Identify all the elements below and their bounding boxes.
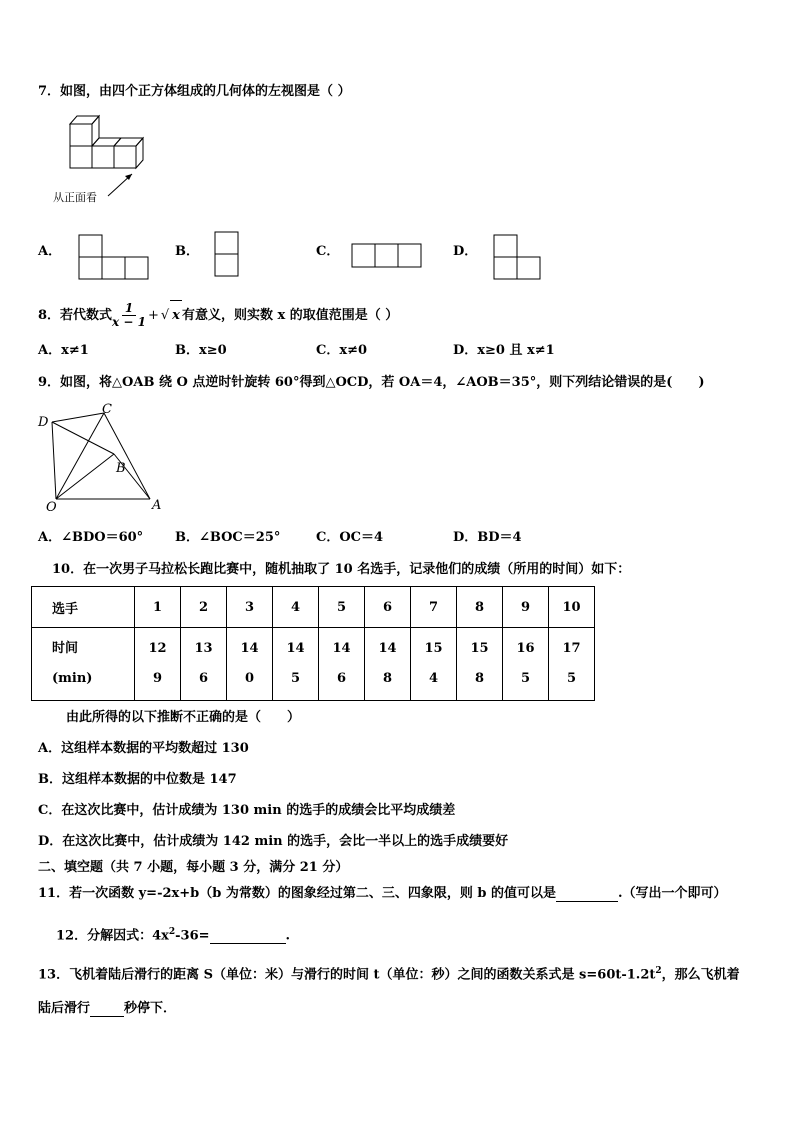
q10-prompt: 由此所得的以下推断不正确的是（ ） (66, 710, 301, 725)
q8-suffix: 有意义，则实数 x 的取值范围是（ ） (181, 308, 399, 323)
q11-answer-blank[interactable] (556, 887, 618, 902)
q8-fraction (112, 302, 146, 329)
q10-stem: 10．在一次男子马拉松长跑比赛中，随机抽取了 10 名选手，记录他们的成绩（所用的时间）如下： (52, 562, 631, 577)
q7-option-b-figure (214, 231, 240, 279)
time-cell: 13 6 (181, 628, 227, 701)
q13-line2-b: 秒停下． (124, 1001, 177, 1016)
time-cell: 16 5 (503, 628, 549, 701)
q7-option-d-figure (493, 234, 543, 282)
q8-prefix: 8．若代数式 (38, 308, 113, 323)
time-cell: 12 9 (135, 628, 181, 701)
q12-text (56, 924, 290, 944)
table-row-times (32, 628, 595, 701)
q9-label-d: D (38, 415, 49, 430)
q9-stem: 9．如图，将△OAB 绕 O 点逆时针旋转 60°得到△OCD，若 OA＝4，∠AOB＝35°，则下列结论错误的是( ) (38, 375, 705, 390)
q9-figure (36, 404, 166, 514)
q13-line2-a: 陆后滑行 (38, 1001, 91, 1016)
q11-text-b: .（写出一个即可） (618, 886, 727, 901)
player-cell: 1 (135, 587, 181, 628)
q10-option-d: D．在这次比赛中，估计成绩为 142 min 的选手，会比一半以上的选手成绩要好 (38, 834, 509, 849)
q12-exponent: 2 (168, 927, 176, 937)
time-cell: 15 4 (411, 628, 457, 701)
player-cell: 8 (457, 587, 503, 628)
player-cell: 2 (181, 587, 227, 628)
q9-option-b: B．∠BOC＝25° (175, 530, 281, 545)
player-cell: 9 (503, 587, 549, 628)
q13-line1 (38, 963, 740, 983)
time-cell: 14 6 (319, 628, 365, 701)
q8-stem (38, 300, 398, 331)
q10-option-c: C．在这次比赛中，估计成绩为 130 min 的选手的成绩会比平均成绩差 (38, 803, 456, 818)
q12-answer-blank[interactable] (210, 929, 286, 944)
q8-radical: √ (160, 308, 170, 323)
q8-plus: + (147, 308, 159, 323)
table-header-time (32, 628, 135, 701)
q7-option-b-label: B． (175, 244, 199, 259)
time-cell: 17 5 (549, 628, 595, 701)
table-row-players (32, 587, 595, 628)
q9-option-d: D．BD＝4 (453, 530, 522, 545)
q7-stem: 7．如图，由四个正方体组成的几何体的左视图是（ ） (38, 84, 351, 99)
q8-frac-denominator: x − 1 (112, 315, 146, 329)
q9-label-o: O (46, 500, 57, 515)
q13-line2 (38, 1001, 176, 1017)
q13-line1-a: 13．飞机着陆后滑行的距离 S（单位：米）与滑行的时间 t（单位：秒）之间的函数关系式是 s=60t-1.2t (38, 967, 656, 983)
q10-option-a: A．这组样本数据的平均数超过 130 (38, 741, 249, 756)
player-cell: 3 (227, 587, 273, 628)
q13-line1-b: ，那么飞机着 (661, 967, 740, 983)
q8-radicand: x (170, 300, 182, 331)
q11-text (38, 886, 727, 902)
q8-option-a: A．x≠1 (38, 343, 89, 358)
q7-option-a-label: A． (38, 244, 62, 259)
q11-text-a: 11．若一次函数 y=-2x+b（b 为常数）的图象经过第二、三、四象限，则 b 的值可以是 (38, 886, 556, 901)
table-header-player: 选手 (32, 587, 135, 628)
q9-label-c: C (102, 402, 112, 417)
time-header-top: 时间 (52, 641, 79, 656)
q8-option-d: D．x≥0 且 x≠1 (453, 343, 555, 358)
q8-frac-numerator: 1 (122, 302, 136, 316)
q12-text-c: . (285, 928, 291, 944)
q10-table (31, 586, 595, 701)
q7-option-c-figure (351, 243, 423, 269)
time-header-unit: (min) (52, 671, 93, 686)
q9-label-a: A (152, 498, 162, 513)
q10-option-b: B．这组样本数据的中位数是 147 (38, 772, 237, 787)
player-cell: 4 (273, 587, 319, 628)
q13-exponent: 2 (655, 966, 662, 976)
player-cell: 10 (549, 587, 595, 628)
player-cell: 6 (365, 587, 411, 628)
q7-option-d-label: D． (453, 244, 478, 259)
section-title-fill-blank: 二、填空题（共 7 小题，每小题 3 分，满分 21 分） (38, 860, 349, 875)
q7-option-a-figure (78, 234, 150, 282)
q8-option-b: B．x≥0 (175, 343, 227, 358)
player-cell: 5 (319, 587, 365, 628)
q9-option-c: C．OC＝4 (316, 530, 384, 545)
time-cell: 14 8 (365, 628, 411, 701)
q9-option-a: A．∠BDO＝60° (38, 530, 144, 545)
q7-view-label: 从正面看 (53, 191, 97, 204)
q8-option-c: C．x≠0 (316, 343, 368, 358)
q12-text-a: 12．分解因式：4x (56, 928, 169, 944)
time-cell: 15 8 (457, 628, 503, 701)
time-cell: 14 5 (273, 628, 319, 701)
player-cell: 7 (411, 587, 457, 628)
q9-label-b: B (116, 461, 126, 476)
q12-text-b: -36= (175, 928, 210, 944)
q13-answer-blank[interactable] (90, 1002, 124, 1017)
q7-option-c-label: C． (316, 244, 340, 259)
time-cell: 14 0 (227, 628, 273, 701)
